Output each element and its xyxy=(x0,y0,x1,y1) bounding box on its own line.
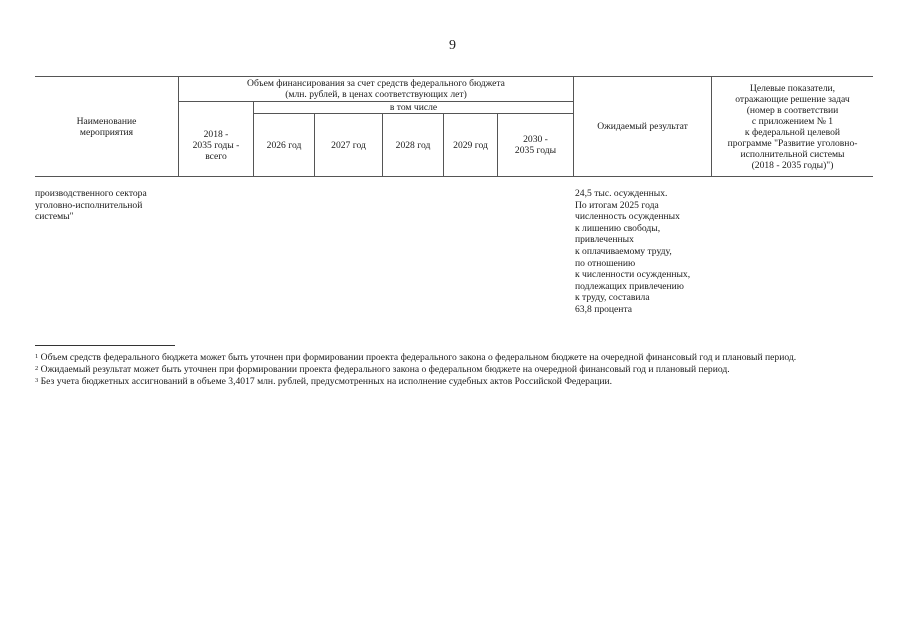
header-year-2026: 2026 год xyxy=(266,139,302,151)
footnote-separator xyxy=(35,345,175,346)
header-year-2028: 2028 год xyxy=(395,139,431,151)
page-number: 9 xyxy=(449,38,456,53)
header-expected-result: Ожидаемый результат xyxy=(597,121,688,132)
header-year-2030-2035: 2030 - 2035 годы xyxy=(514,134,557,156)
row-expected-result: 24,5 тыс. осужденных. По итогам 2025 года численность осужденных к лишению свободы, привлеченных к оплачиваемому труду, по отношению к численности осужденных, подлежащих привлечению к труду, составила 63,8 процента xyxy=(575,188,691,315)
footnote-mark: 1 xyxy=(35,353,39,360)
header-funding-title: Объем финансирования за счет средств федерального бюджета (млн. рублей, в ценах соответствующих лет) xyxy=(247,78,505,100)
header-name-of-measure: Наименование мероприятия xyxy=(76,115,137,138)
header-target-indicators: Целевые показатели, отражающие решение задач (номер в соответствии с приложением № 1 к федеральной целевой программе "Развитие уголовно- исполнительной системы (2018 - 2035 годы)") xyxy=(727,82,858,171)
footnote-mark: 3 xyxy=(35,377,39,384)
row-measure-name: производственного сектора уголовно-исполнительной системы" xyxy=(35,188,147,223)
footnote-mark: 2 xyxy=(35,365,39,372)
header-year-2029: 2029 год xyxy=(453,139,488,151)
header-including: в том числе xyxy=(389,102,438,113)
header-total-2018-2035: 2018 - 2035 годы - всего xyxy=(192,128,240,162)
header-year-2027: 2027 год xyxy=(331,139,366,151)
footnote-text: Без учета бюджетных ассигнований в объеме 3,4017 млн. рублей, предусмотренных на исполнение судебных актов Российской Федерации. xyxy=(40,376,613,387)
footnote-3 xyxy=(35,376,875,388)
table-header-bottom-border xyxy=(35,176,873,177)
footnotes xyxy=(35,352,875,388)
footnote-text: Ожидаемый результат может быть уточнен при формировании проекта федерального закона о федеральном бюджете на очередной финансовый год и плановый период. xyxy=(40,364,730,375)
footnote-text: Объем средств федерального бюджета может быть уточнен при формировании проекта федерального закона о федеральном бюджете на очередной финансовый год и плановый период. xyxy=(40,352,797,363)
footnote-1 xyxy=(35,352,875,364)
footnote-2 xyxy=(35,364,875,376)
